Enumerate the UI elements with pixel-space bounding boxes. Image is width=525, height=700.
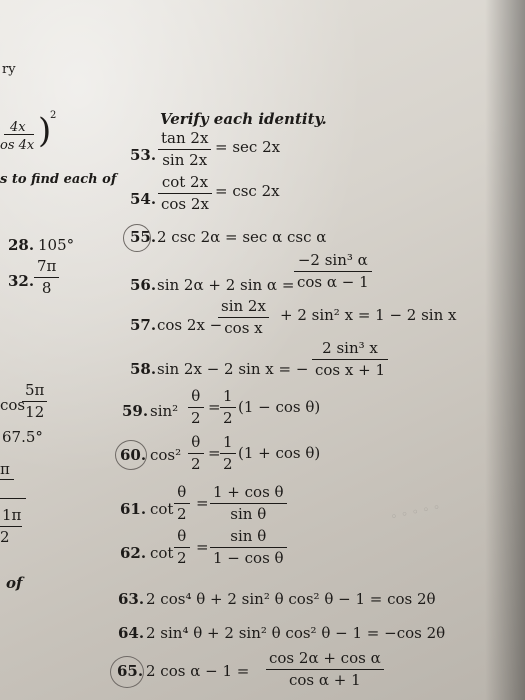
problem-65-lhs: 2 cos α − 1 = [146, 662, 250, 680]
fraction-bar [210, 547, 287, 548]
fragment-of: of [6, 574, 23, 592]
problem-54-fraction [158, 174, 212, 213]
exercise-32-denominator: 8 [41, 279, 52, 297]
problem-61-lhs: cot [150, 500, 174, 518]
fraction-bar [174, 547, 190, 548]
fragment-67-5: 67.5° [2, 428, 43, 446]
problem-63-number: 63. [118, 590, 145, 608]
problem-56-lhs: sin 2α + 2 sin α = [157, 276, 295, 294]
problem-59-theta: θ [191, 387, 201, 405]
exercise-32-numerator: 7π [37, 257, 57, 275]
problem-55-number: 55. [130, 228, 157, 246]
fragment-pi: π [0, 460, 10, 478]
fragment-2: 2 [0, 528, 10, 546]
problem-63-expression: 2 cos⁴ θ + 2 sin² θ cos² θ − 1 = cos 2θ [146, 590, 436, 608]
problem-58-denominator: cos x + 1 [315, 361, 386, 379]
problem-62-numerator: sin θ [230, 527, 267, 545]
fraction-bar [218, 317, 269, 318]
problem-61-angle-fraction [174, 484, 190, 523]
problem-53-denominator: sin 2x [162, 151, 208, 169]
fraction-bar [220, 453, 236, 454]
problem-57-numerator: sin 2x [221, 297, 266, 315]
fragment-4x: 4x [10, 120, 26, 135]
section-instruction: Verify each identity. [160, 110, 327, 128]
problem-61-theta: θ [177, 483, 187, 501]
problem-59-two: 2 [223, 409, 233, 427]
fragment-find-each: s to find each of [0, 172, 117, 187]
problem-58-numerator: 2 sin³ x [322, 339, 378, 357]
fragment-os4x: os 4x [0, 138, 35, 153]
problem-65-numerator: cos 2α + cos α [269, 649, 381, 667]
fragment-5pi-over-12 [22, 382, 47, 421]
problem-60-half-fraction [220, 434, 236, 473]
problem-55-expression: 2 csc 2α = sec α csc α [157, 228, 327, 246]
problem-56-denominator: cos α − 1 [297, 273, 369, 291]
problem-57-denominator: cos x [224, 319, 263, 337]
problem-62-theta: θ [177, 527, 187, 545]
problem-59-half-fraction [220, 388, 236, 427]
show-through-text: ◦ ◦ ◦ ◦ ◦ [389, 499, 442, 525]
problem-61-number: 61. [120, 500, 147, 518]
problem-59-rhs: (1 − cos θ) [238, 398, 321, 416]
fragment-bar [4, 134, 34, 135]
problem-56-fraction [294, 252, 372, 291]
problem-59-angle-fraction [188, 388, 204, 427]
problem-59-equals: = [208, 398, 221, 416]
fraction-bar [312, 359, 388, 360]
problem-60-lhs: cos² [150, 446, 182, 464]
fragment-5pi: 5π [25, 381, 45, 399]
fraction-bar [294, 271, 372, 272]
fragment-cos: cos [0, 396, 26, 414]
exercise-32-fraction [34, 258, 59, 297]
problem-59-lhs: sin² [150, 402, 179, 420]
fragment-12: 12 [25, 403, 45, 421]
fraction-bar [210, 503, 287, 504]
problem-60-two: 2 [191, 455, 201, 473]
problem-58-lhs: sin 2x − 2 sin x = − [157, 360, 309, 378]
problem-61-two: 2 [177, 505, 187, 523]
fraction-bar [220, 407, 236, 408]
problem-54-number: 54. [130, 190, 157, 208]
problem-54-denominator: cos 2x [161, 195, 209, 213]
problem-60-theta: θ [191, 433, 201, 451]
problem-65-denominator: cos α + 1 [289, 671, 361, 689]
fraction-bar [188, 453, 204, 454]
problem-65-number: 65. [117, 662, 144, 680]
problem-60-rhs: (1 + cos θ) [238, 444, 321, 462]
fraction-bar [22, 401, 47, 402]
problem-61-numerator: 1 + cos θ [213, 483, 284, 501]
problem-58-fraction [312, 340, 388, 379]
problem-62-number: 62. [120, 544, 147, 562]
problem-61-denominator: sin θ [230, 505, 267, 523]
problem-60-equals: = [208, 444, 221, 462]
fragment-bar [0, 526, 22, 527]
fraction-bar [266, 669, 384, 670]
fragment-ry: ry [2, 62, 16, 77]
problem-65-fraction [266, 650, 384, 689]
problem-59-two: 2 [191, 409, 201, 427]
problem-60-two: 2 [223, 455, 233, 473]
problem-57-lhs: cos 2x − [157, 316, 223, 334]
fragment-square: 2 [50, 110, 57, 121]
problem-62-fraction [210, 528, 287, 567]
problem-64-number: 64. [118, 624, 145, 642]
problem-53-numerator: tan 2x [161, 129, 209, 147]
fragment-paren: ) [38, 111, 52, 151]
problem-54-numerator: cot 2x [161, 173, 209, 191]
problem-59-one: 1 [223, 387, 233, 405]
fraction-bar [158, 193, 212, 194]
problem-62-two: 2 [177, 549, 187, 567]
problem-62-angle-fraction [174, 528, 190, 567]
fraction-bar [188, 407, 204, 408]
problem-64-expression: 2 sin⁴ θ + 2 sin² θ cos² θ − 1 = −cos 2θ [146, 624, 446, 642]
problem-57-number: 57. [130, 316, 157, 334]
problem-60-number: 60. [120, 446, 147, 464]
problem-57-rhs: + 2 sin² x = 1 − 2 sin x [280, 306, 457, 324]
fraction-bar [34, 277, 59, 278]
problem-60-angle-fraction [188, 434, 204, 473]
problem-53-rhs: = sec 2x [215, 138, 281, 156]
problem-59-number: 59. [122, 402, 149, 420]
fragment-1pi: 1π [2, 506, 22, 524]
exercise-32-number: 32. [8, 272, 35, 290]
problem-62-equals: = [196, 538, 209, 556]
fraction-bar [158, 149, 211, 150]
problem-53-fraction [158, 130, 211, 169]
problem-58-number: 58. [130, 360, 157, 378]
exercise-28-number: 28. [8, 236, 35, 254]
problem-56-numerator: −2 sin³ α [297, 251, 368, 269]
problem-62-denominator: 1 − cos θ [213, 549, 284, 567]
page-edge-shadow [485, 0, 525, 700]
problem-62-lhs: cot [150, 544, 174, 562]
problem-56-number: 56. [130, 276, 157, 294]
problem-61-equals: = [196, 494, 209, 512]
fragment-bar [0, 479, 14, 480]
exercise-28-value: 105° [38, 236, 75, 254]
fragment-bar [0, 498, 26, 499]
fraction-bar [174, 503, 190, 504]
problem-57-fraction [218, 298, 269, 337]
problem-54-rhs: = csc 2x [215, 182, 280, 200]
problem-60-one: 1 [223, 433, 233, 451]
problem-61-fraction [210, 484, 287, 523]
problem-53-number: 53. [130, 146, 157, 164]
